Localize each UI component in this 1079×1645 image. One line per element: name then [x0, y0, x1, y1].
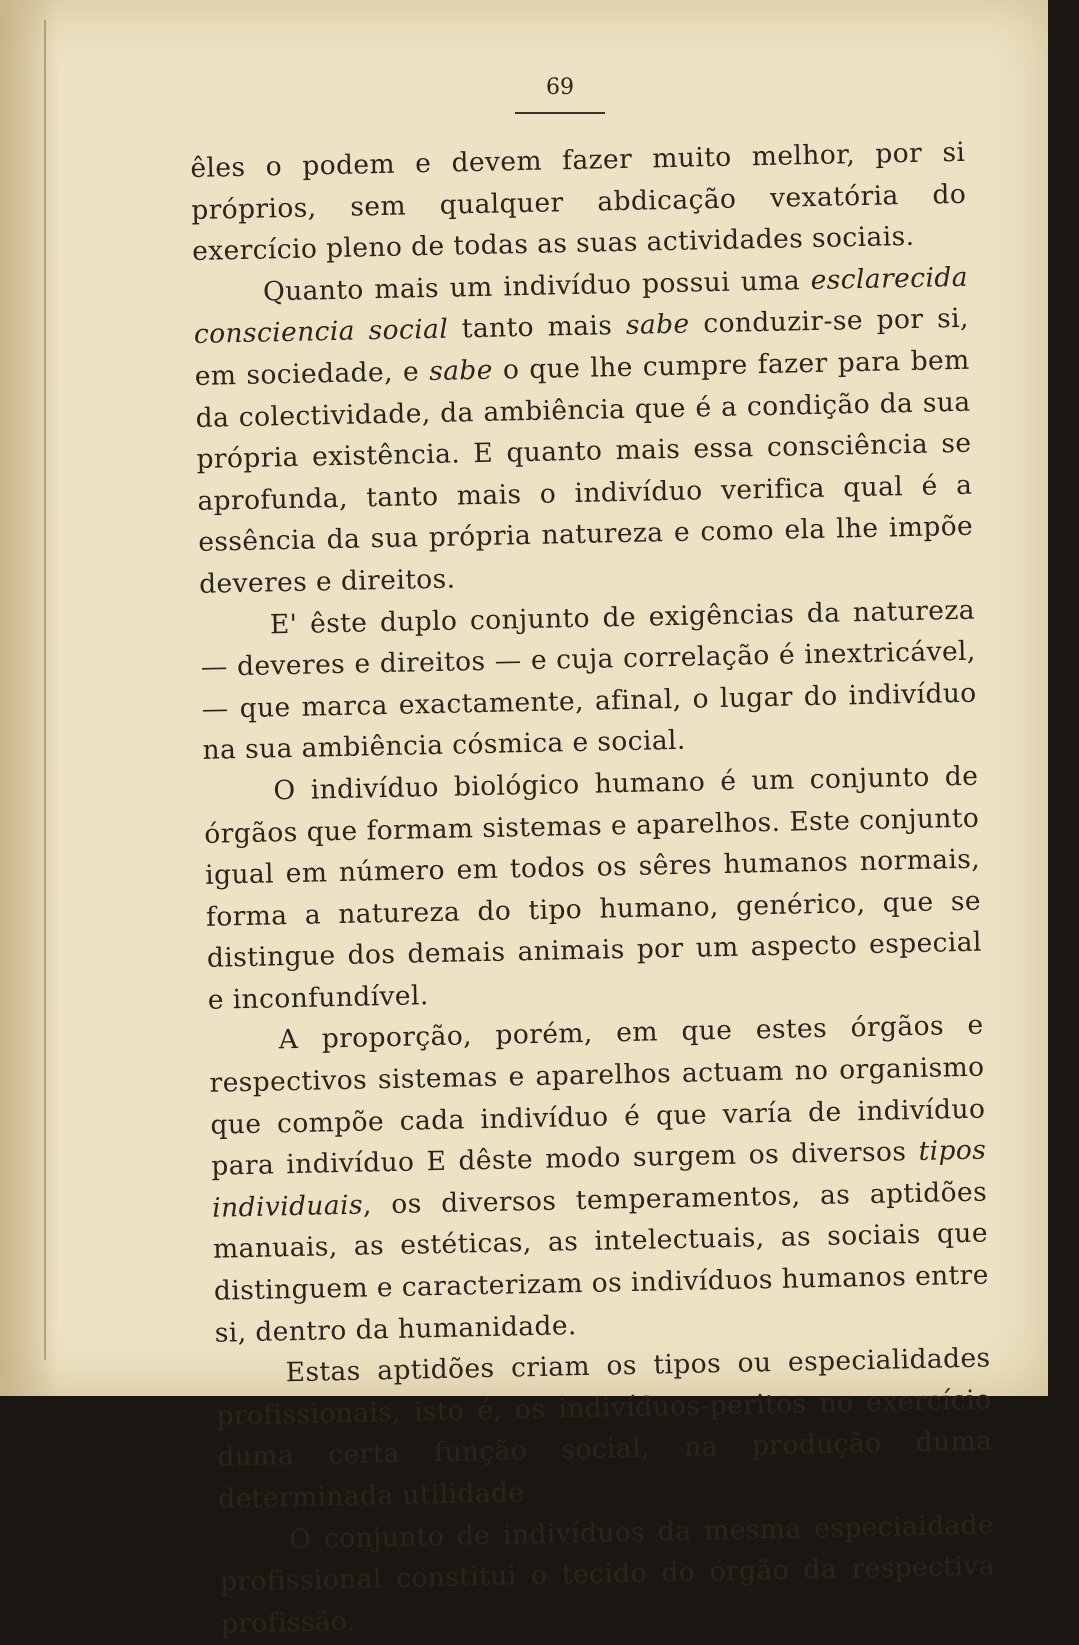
paragraph [190, 132, 967, 273]
text-run: E' êste duplo conjunto de exigências da natureza — deveres e direitos — e cuja correlação é inextricável, — que marca exactamente, afinal, o lugar do indivíduo na sua ambiência cósmica e social. [200, 594, 977, 767]
text-run: , os diversos temperamentos, as aptidões manuais, as estéticas, as intelectuais, as sociais que distinguem e caracterizam os indivíduos humanos entre si, dentro da humanidade. [212, 1176, 990, 1349]
binding-fold-line [44, 20, 46, 1360]
italic-text: sabe [625, 308, 690, 342]
body-text [190, 132, 996, 1645]
paragraph [200, 589, 978, 772]
page-number: 69 [546, 75, 574, 100]
text-run: O indivíduo biológico humano é um conjunto de órgãos que formam sistemas e aparelhos. Este conjunto igual em número em todos os sêres humanos normais, forma a natureza do tipo humano, genérico, que se distingue dos demais animais por um aspecto especial e inconfundível. [204, 760, 983, 1016]
paragraph [208, 1005, 990, 1354]
text-run: o que lhe cumpre fazer para bem da colectividade, da ambiência que é a condição da sua própria existência. E quanto mais essa consciência se aprofunda, tanto mais o indivíduo verifica qual é a essência da sua própria natureza e como ela lhe impõe deveres e direitos. [195, 344, 974, 600]
text-run: conduzir-se por si, em sociedade, e [194, 303, 970, 392]
paragraph [203, 756, 983, 1022]
header-rule [515, 112, 605, 114]
italic-text: sabe [428, 354, 494, 388]
text-run: êles o podem e devem fazer muito melhor, por si próprios, sem qualquer abdicação vexatória do exercício pleno de todas as suas actividades sociais. [190, 136, 967, 268]
paragraph [193, 257, 975, 606]
text-run: tanto mais [447, 310, 627, 346]
italic-text: tipos individuais [211, 1134, 987, 1224]
text-run: O conjunto de indivíduos da mesma especiaidade profissional constitui o tecido do órgão da respectiva profissão. [219, 1509, 996, 1640]
text-run: Estas aptidões criam os tipos ou especialidades profissionais, isto é, os indivíduos-peritos no exercício duma certa função social, na produção duma determinada utilidade [216, 1342, 993, 1515]
text-run: A proporção, porém, em que estes órgãos e respectivos sistemas e aparelhos actuam no organismo que compõe cada indivíduo é que varía de indivíduo para indivíduo E dêste modo surgem os diversos [209, 1010, 986, 1183]
text-run: Quanto mais um indivíduo possui uma [262, 264, 811, 308]
paragraph [219, 1504, 996, 1645]
italic-text: esclarecida consciencia social [193, 261, 969, 351]
paragraph [215, 1338, 993, 1521]
page-edge-stain [0, 0, 60, 1396]
